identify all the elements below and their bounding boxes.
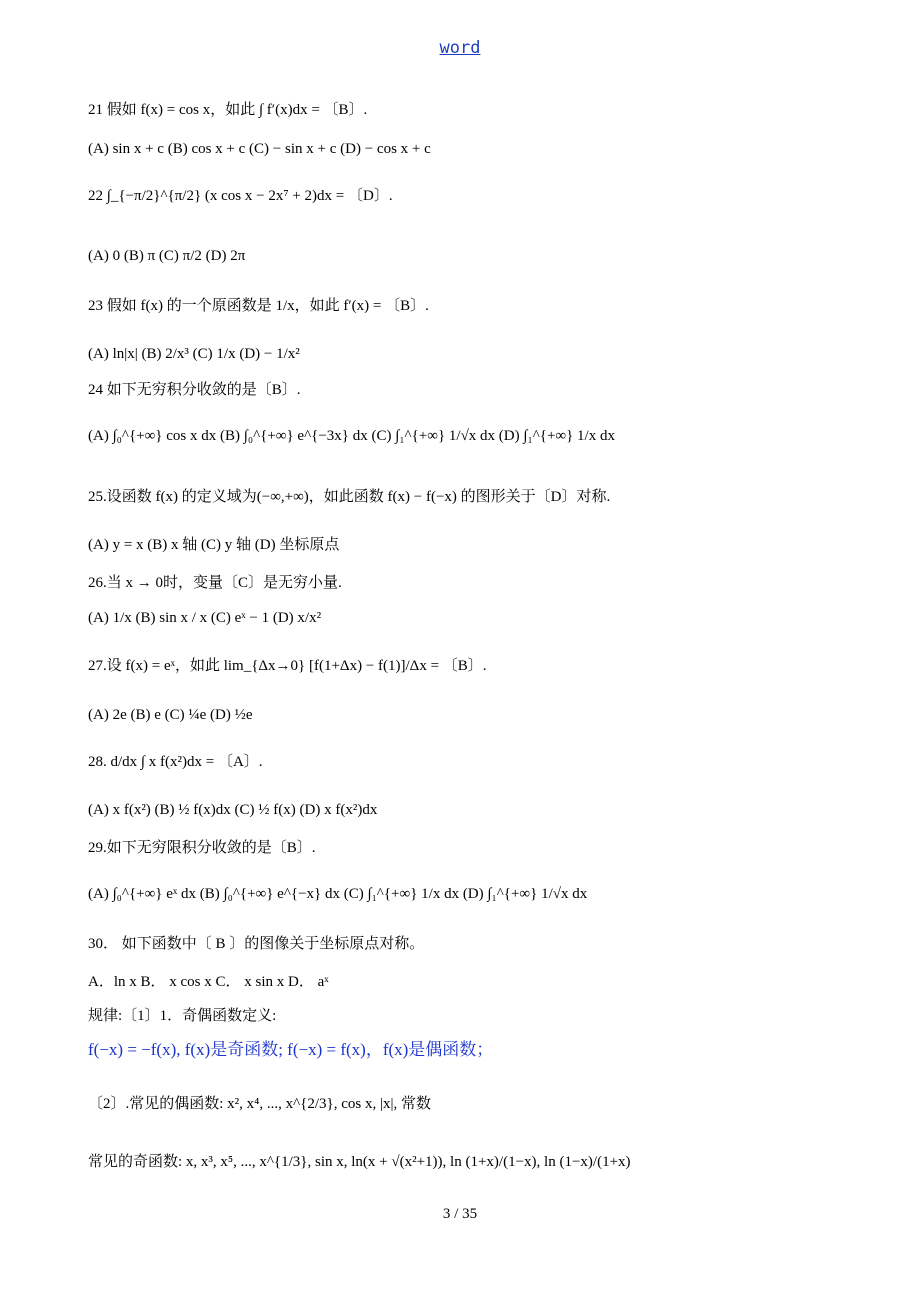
question-23 (88, 296, 429, 316)
header-link[interactable]: word (439, 38, 481, 58)
rule-even-functions (88, 1094, 431, 1114)
question-30 (88, 934, 424, 954)
page-header (0, 38, 920, 58)
question-21-text: 21 假如 f(x) = cos x，如此 ∫ f′(x)dx = 〔B〕. (88, 102, 368, 118)
rule-odd-functions (88, 1152, 631, 1172)
question-24-text: 24 如下无穷积分收敛的是〔B〕. (88, 382, 301, 398)
question-22 (88, 186, 393, 206)
question-30-options-text: A．ln x B． x cos x C． x sin x D． aˣ (88, 974, 329, 990)
page-number: 3 / 35 (442, 1206, 478, 1222)
question-21 (88, 100, 367, 120)
question-24-options (88, 426, 615, 446)
question-26-options (88, 608, 321, 628)
question-25-options-text: (A) y = x (B) x 轴 (C) y 轴 (D) 坐标原点 (88, 537, 340, 553)
rule-title (88, 1006, 276, 1026)
question-29-text: 29.如下无穷限积分收敛的是〔B〕. (88, 840, 316, 856)
question-30-options (88, 972, 329, 992)
question-27-options (88, 705, 253, 725)
question-28 (88, 752, 263, 772)
rule-title-text: 规律:〔1〕1．奇偶函数定义: (88, 1008, 277, 1024)
question-28-options (88, 800, 377, 820)
question-22-options-text: (A) 0 (B) π (C) π/2 (D) 2π (88, 248, 246, 264)
question-21-options (88, 139, 431, 159)
question-21-options-text: (A) sin x + c (B) cos x + c (C) − sin x + c (D) − cos x + c (88, 141, 431, 157)
rule-odd-functions-text: 常见的奇函数: x, x³, x⁵, ..., x^{1/3}, sin x, ln(x + √(x²+1)), ln (1+x)/(1−x), ln (1−x)/(1+x) (88, 1154, 631, 1170)
rule-definition-text: f(−x) = −f(x), f(x)是奇函数; f(−x) = f(x)，f(x)是偶函数； (88, 1040, 494, 1059)
rule-even-functions-text: 〔2〕.常见的偶函数: x², x⁴, ..., x^{2/3}, cos x, |x|, 常数 (88, 1096, 432, 1112)
question-22-options (88, 246, 245, 266)
question-23-options-text: (A) ln|x| (B) 2/x³ (C) 1/x (D) − 1/x² (88, 346, 300, 362)
question-30-text: 30． 如下函数中〔 B 〕的图像关于坐标原点对称。 (88, 936, 425, 952)
question-22-text: 22 ∫_{−π/2}^{π/2} (x cos x − 2x⁷ + 2)dx = 〔D〕. (88, 188, 393, 204)
question-26-options-text: (A) 1/x (B) sin x / x (C) eˣ − 1 (D) x/x² (88, 610, 322, 626)
page-footer (0, 1206, 920, 1223)
question-23-text: 23 假如 f(x) 的一个原函数是 1/x，如此 f′(x) = 〔B〕. (88, 298, 429, 314)
question-25-text: 25.设函数 f(x) 的定义域为(−∞,+∞)，如此函数 f(x) − f(−x) 的图形关于〔D〕对称. (88, 489, 611, 505)
question-26 (88, 573, 342, 593)
question-23-options (88, 344, 300, 364)
question-24 (88, 380, 301, 400)
question-29-options (88, 884, 587, 904)
question-29-options-text: (A) ∫₀^{+∞} eˣ dx (B) ∫₀^{+∞} e^{−x} dx (C) ∫₁^{+∞} 1/x dx (D) ∫₁^{+∞} 1/√x dx (88, 886, 588, 902)
question-28-options-text: (A) x f(x²) (B) ½ f(x)dx (C) ½ f(x) (D) x f(x²)dx (88, 802, 378, 818)
question-27 (88, 656, 487, 676)
question-27-text: 27.设 f(x) = eˣ，如此 lim_{Δx→0} [f(1+Δx) − f(1)]/Δx = 〔B〕. (88, 658, 487, 674)
question-24-options-text: (A) ∫₀^{+∞} cos x dx (B) ∫₀^{+∞} e^{−3x} dx (C) ∫₁^{+∞} 1/√x dx (D) ∫₁^{+∞} 1/x dx (88, 428, 615, 444)
rule-definition (88, 1040, 493, 1060)
question-25-options (88, 535, 339, 555)
question-26-text: 26.当 x → 0时，变量〔C〕是无穷小量. (88, 575, 342, 591)
question-28-text: 28. d/dx ∫ x f(x²)dx = 〔A〕. (88, 754, 263, 770)
question-25 (88, 487, 610, 507)
question-29 (88, 838, 316, 858)
question-27-options-text: (A) 2e (B) e (C) ¼e (D) ½e (88, 707, 253, 723)
